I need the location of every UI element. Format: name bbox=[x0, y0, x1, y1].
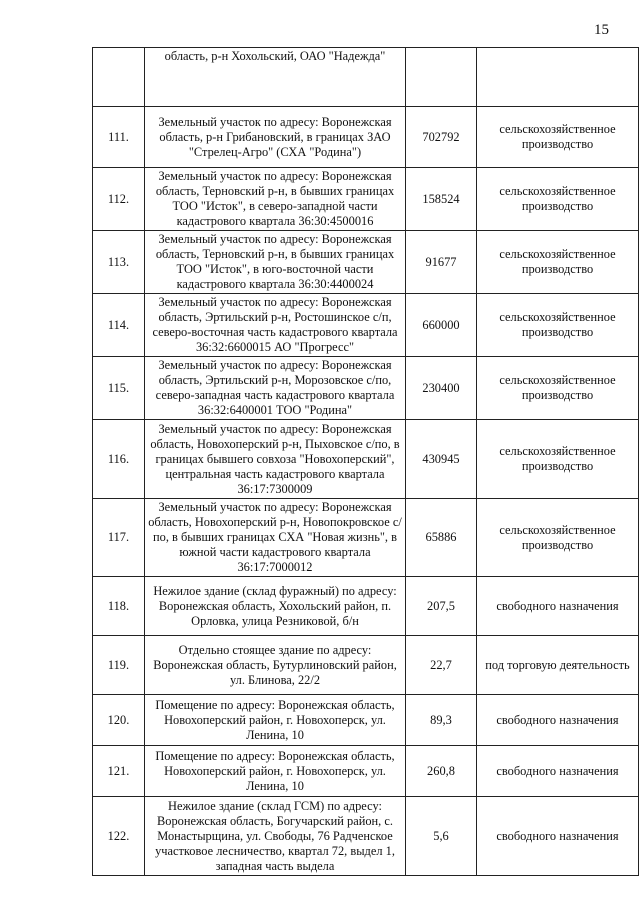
table-row bbox=[93, 231, 639, 294]
row-number: 120. bbox=[93, 695, 145, 746]
object-description: Земельный участок по адресу: Воронежская область, Новохоперский р-н, Новопокровское с/по, в бывших границах СХА "Новая жизнь", в южной части кадастрового квартала 36:17:7000012 bbox=[145, 499, 406, 577]
table-row bbox=[93, 357, 639, 420]
object-purpose: свободного назначения bbox=[477, 695, 639, 746]
object-description: Земельный участок по адресу: Воронежская область, Терновский р-н, в бывших границах ТОО "Исток", в юго-восточной части кадастрового квартала 36:30:4400024 bbox=[145, 231, 406, 294]
object-area: 660000 bbox=[406, 294, 477, 357]
object-description: Земельный участок по адресу: Воронежская область, Новохоперский р-н, Пыховское с/по, в границах бывшего совхоза "Новохоперский", центральная часть кадастрового квартала 36:17:7300009 bbox=[145, 420, 406, 499]
object-description: Земельный участок по адресу: Воронежская область, Эртильский р-н, Морозовское с/по, северо-западная часть кадастрового квартала 36:32:6400001 ТОО "Родина" bbox=[145, 357, 406, 420]
object-purpose: под торговую деятельность bbox=[477, 636, 639, 695]
page-number: 15 bbox=[594, 22, 609, 38]
table-row bbox=[93, 168, 639, 231]
object-area: 207,5 bbox=[406, 577, 477, 636]
table-row bbox=[93, 294, 639, 357]
object-description: область, р-н Хохольский, ОАО "Надежда" bbox=[145, 48, 406, 107]
object-area: 22,7 bbox=[406, 636, 477, 695]
row-number: 119. bbox=[93, 636, 145, 695]
row-number: 116. bbox=[93, 420, 145, 499]
object-area: 430945 bbox=[406, 420, 477, 499]
row-number: 115. bbox=[93, 357, 145, 420]
object-purpose: свободного назначения bbox=[477, 577, 639, 636]
object-purpose bbox=[477, 48, 639, 107]
object-purpose: свободного назначения bbox=[477, 746, 639, 797]
object-area: 702792 bbox=[406, 107, 477, 168]
object-description: Земельный участок по адресу: Воронежская область, Терновский р-н, в бывших границах ТОО "Исток", в северо-западной части кадастрового квартала 36:30:4500016 bbox=[145, 168, 406, 231]
object-description: Земельный участок по адресу: Воронежская область, р-н Грибановский, в границах ЗАО "Стрелец-Агро" (СХА "Родина") bbox=[145, 107, 406, 168]
object-description: Отдельно стоящее здание по адресу: Воронежская область, Бутурлиновский район, ул. Блинова, 22/2 bbox=[145, 636, 406, 695]
row-number: 117. bbox=[93, 499, 145, 577]
row-number: 113. bbox=[93, 231, 145, 294]
object-purpose: сельскохозяйственное производство bbox=[477, 168, 639, 231]
object-description: Земельный участок по адресу: Воронежская область, Эртильский р-н, Ростошинское с/п, северо-восточная часть кадастрового квартала 36:32:6600015 АО "Прогресс" bbox=[145, 294, 406, 357]
row-number: 111. bbox=[93, 107, 145, 168]
object-purpose: сельскохозяйственное производство bbox=[477, 357, 639, 420]
table-row bbox=[93, 107, 639, 168]
table-row bbox=[93, 420, 639, 499]
object-purpose: сельскохозяйственное производство bbox=[477, 107, 639, 168]
object-purpose: свободного назначения bbox=[477, 797, 639, 876]
object-purpose: сельскохозяйственное производство bbox=[477, 499, 639, 577]
row-number: 122. bbox=[93, 797, 145, 876]
table-row bbox=[93, 746, 639, 797]
object-area: 260,8 bbox=[406, 746, 477, 797]
table-row bbox=[93, 636, 639, 695]
table-row bbox=[93, 797, 639, 876]
object-description: Нежилое здание (склад фуражный) по адресу: Воронежская область, Хохольский район, п. Орловка, улица Резниковой, б/н bbox=[145, 577, 406, 636]
property-table bbox=[92, 47, 639, 876]
table-row bbox=[93, 577, 639, 636]
object-description: Помещение по адресу: Воронежская область, Новохоперский район, г. Новохоперск, ул. Ленина, 10 bbox=[145, 746, 406, 797]
object-area: 89,3 bbox=[406, 695, 477, 746]
object-purpose: сельскохозяйственное производство bbox=[477, 231, 639, 294]
table-row bbox=[93, 695, 639, 746]
row-number: 114. bbox=[93, 294, 145, 357]
table-row bbox=[93, 499, 639, 577]
row-number: 118. bbox=[93, 577, 145, 636]
object-area: 91677 bbox=[406, 231, 477, 294]
object-area bbox=[406, 48, 477, 107]
object-area: 65886 bbox=[406, 499, 477, 577]
object-description: Помещение по адресу: Воронежская область, Новохоперский район, г. Новохоперск, ул. Ленина, 10 bbox=[145, 695, 406, 746]
row-number bbox=[93, 48, 145, 107]
object-area: 5,6 bbox=[406, 797, 477, 876]
object-purpose: сельскохозяйственное производство bbox=[477, 420, 639, 499]
object-description: Нежилое здание (склад ГСМ) по адресу: Воронежская область, Богучарский район, с. Монастырщина, ул. Свободы, 76 Радченское участковое лесничество, квартал 72, выдел 1, западная часть выдела bbox=[145, 797, 406, 876]
object-area: 230400 bbox=[406, 357, 477, 420]
table-row bbox=[93, 48, 639, 107]
object-area: 158524 bbox=[406, 168, 477, 231]
object-purpose: сельскохозяйственное производство bbox=[477, 294, 639, 357]
row-number: 112. bbox=[93, 168, 145, 231]
row-number: 121. bbox=[93, 746, 145, 797]
